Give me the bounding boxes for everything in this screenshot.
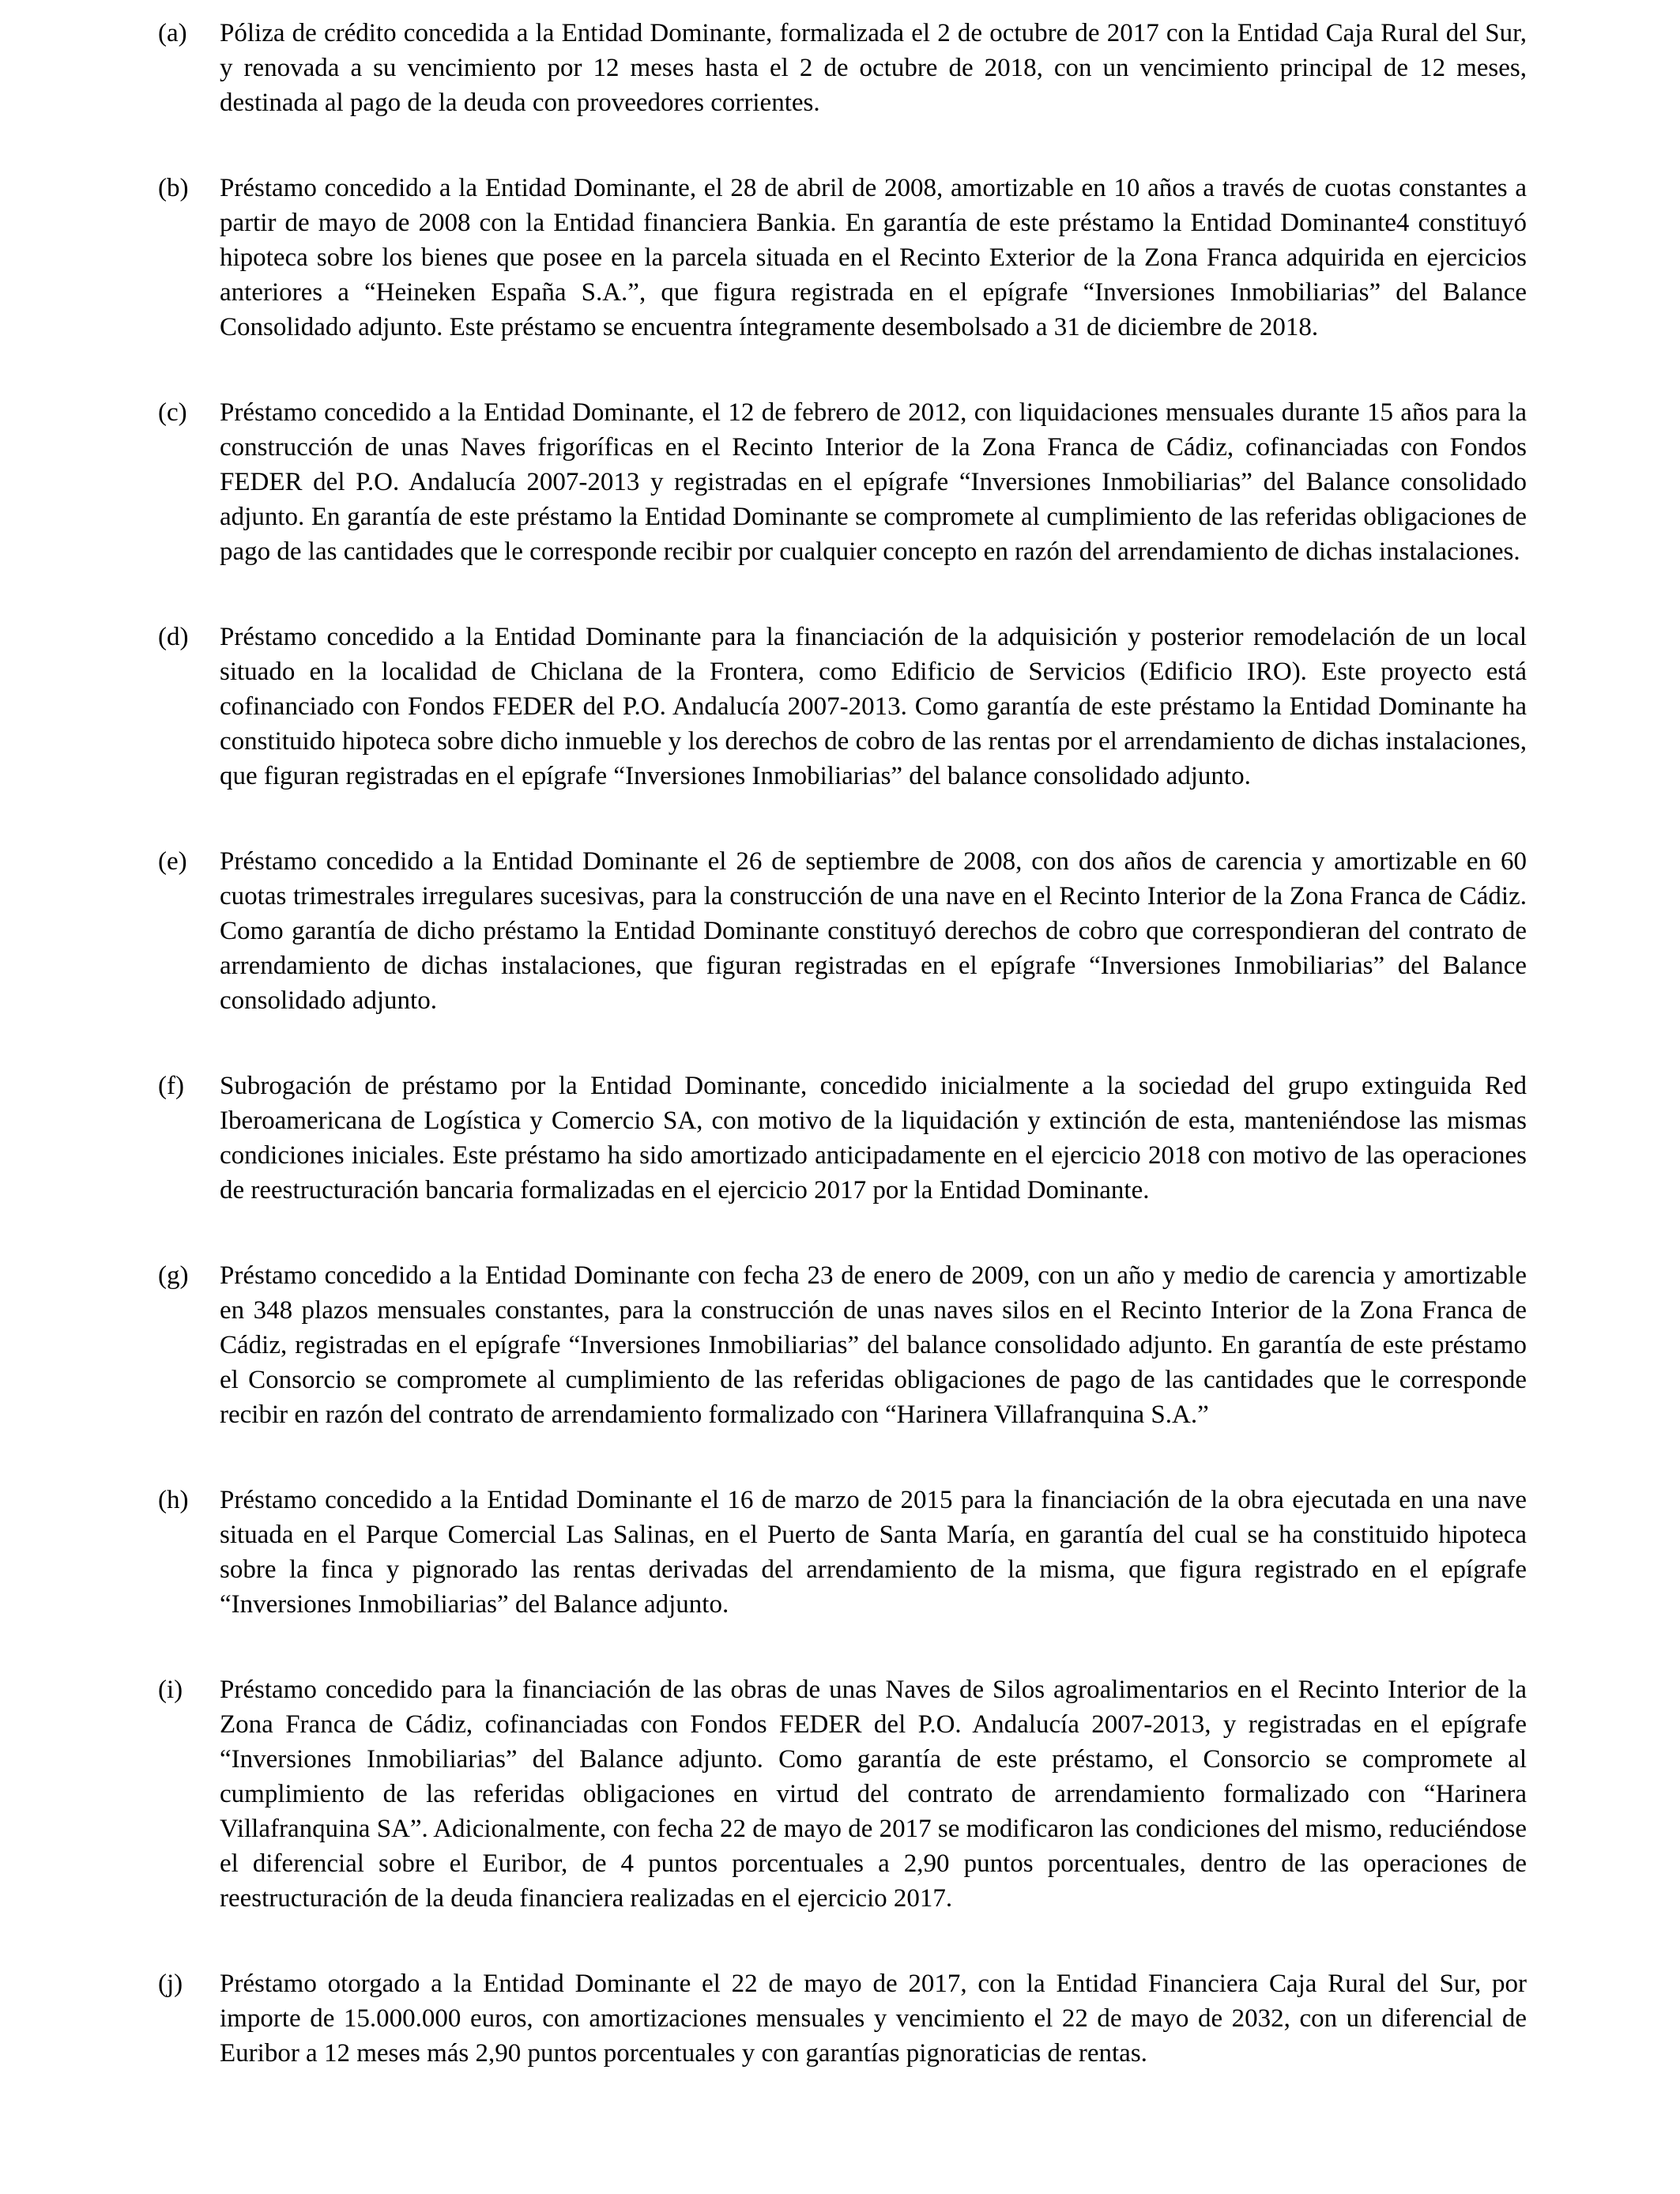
note-paragraph: Préstamo concedido a la Entidad Dominante con fecha 23 de enero de 2009, con un año y medio de carencia y amortizable en 348 plazos mensuales constantes, para la construcción de unas naves silos en el Recinto Interior de la Zona Franca de Cádiz, registradas en el epígrafe “Inversiones Inmobiliarias” del balance consolidado adjunto. En garantía de este préstamo el Consorcio se compromete al cumplimiento de las referidas obligaciones de pago de las cantidades que le corresponde recibir en razón del contrato de arrendamiento formalizado con “Harinera Villafranquina S.A.” bbox=[220, 1261, 1527, 1429]
note-item-c bbox=[158, 395, 1527, 569]
note-paragraph: Póliza de crédito concedida a la Entidad Dominante, formalizada el 2 de octubre de 2017 con la Entidad Caja Rural del Sur, y renovada a su vencimiento por 12 meses hasta el 2 de octubre de 2018, con un vencimiento principal de 12 meses, destinada al pago de la deuda con proveedores corrientes. bbox=[220, 19, 1527, 117]
note-marker: (a) bbox=[158, 19, 187, 47]
note-item-g bbox=[158, 1258, 1527, 1432]
note-item-b bbox=[158, 171, 1527, 345]
note-marker: (d) bbox=[158, 623, 189, 651]
note-marker: (b) bbox=[158, 174, 189, 202]
note-item-a bbox=[158, 16, 1527, 120]
loan-notes-list bbox=[158, 16, 1527, 2121]
note-item-i bbox=[158, 1672, 1527, 1916]
note-paragraph: Préstamo concedido para la financiación de las obras de unas Naves de Silos agroalimentarios en el Recinto Interior de la Zona Franca de Cádiz, cofinanciadas con Fondos FEDER del P.O. Andalucía 2007-2013, y registradas en el epígrafe “Inversiones Inmobiliarias” del Balance adjunto. Como garantía de este préstamo, el Consorcio se compromete al cumplimiento de las referidas obligaciones en virtud del contrato de arrendamiento formalizado con “Harinera Villafranquina SA”. Adicionalmente, con fecha 22 de mayo de 2017 se modificaron las condiciones del mismo, reduciéndose el diferencial sobre el Euribor, de 4 puntos porcentuales a 2,90 puntos porcentuales, dentro de las operaciones de reestructuración de la deuda financiera realizadas en el ejercicio 2017. bbox=[220, 1676, 1527, 1913]
note-paragraph: Préstamo otorgado a la Entidad Dominante el 22 de mayo de 2017, con la Entidad Financiera Caja Rural del Sur, por importe de 15.000.000 euros, con amortizaciones mensuales y vencimiento el 22 de mayo de 2032, con un diferencial de Euribor a 12 meses más 2,90 puntos porcentuales y con garantías pignoraticias de rentas. bbox=[220, 1970, 1527, 2068]
note-paragraph: Préstamo concedido a la Entidad Dominante el 16 de marzo de 2015 para la financiación de la obra ejecutada en una nave situada en el Parque Comercial Las Salinas, en el Puerto de Santa María, en garantía del cual se ha constituido hipoteca sobre la finca y pignorado las rentas derivadas del arrendamiento de la misma, que figura registrado en el epígrafe “Inversiones Inmobiliarias” del Balance adjunto. bbox=[220, 1486, 1527, 1619]
note-item-e bbox=[158, 844, 1527, 1018]
note-paragraph: Subrogación de préstamo por la Entidad Dominante, concedido inicialmente a la sociedad del grupo extinguida Red Iberoamericana de Logística y Comercio SA, con motivo de la liquidación y extinción de esta, manteniéndose las mismas condiciones iniciales. Este préstamo ha sido amortizado anticipadamente en el ejercicio 2018 con motivo de las operaciones de reestructuración bancaria formalizadas en el ejercicio 2017 por la Entidad Dominante. bbox=[220, 1072, 1527, 1204]
note-paragraph: Préstamo concedido a la Entidad Dominante, el 12 de febrero de 2012, con liquidaciones mensuales durante 15 años para la construcción de unas Naves frigoríficas en el Recinto Interior de la Zona Franca de Cádiz, cofinanciadas con Fondos FEDER del P.O. Andalucía 2007-2013 y registradas en el epígrafe “Inversiones Inmobiliarias” del Balance consolidado adjunto. En garantía de este préstamo la Entidad Dominante se compromete al cumplimiento de las referidas obligaciones de pago de las cantidades que le corresponde recibir por cualquier concepto en razón del arrendamiento de dichas instalaciones. bbox=[220, 398, 1527, 566]
note-marker: (j) bbox=[158, 1970, 183, 1998]
note-paragraph: Préstamo concedido a la Entidad Dominante, el 28 de abril de 2008, amortizable en 10 años a través de cuotas constantes a partir de mayo de 2008 con la Entidad financiera Bankia. En garantía de este préstamo la Entidad Dominante4 constituyó hipoteca sobre los bienes que posee en la parcela situada en el Recinto Exterior de la Zona Franca adquirida en ejercicios anteriores a “Heineken España S.A.”, que figura registrada en el epígrafe “Inversiones Inmobiliarias” del Balance Consolidado adjunto. Este préstamo se encuentra íntegramente desembolsado a 31 de diciembre de 2018. bbox=[220, 174, 1527, 341]
note-item-h bbox=[158, 1483, 1527, 1622]
note-marker: (c) bbox=[158, 398, 187, 427]
note-marker: (e) bbox=[158, 847, 187, 876]
note-item-f bbox=[158, 1069, 1527, 1208]
note-paragraph: Préstamo concedido a la Entidad Dominante el 26 de septiembre de 2008, con dos años de carencia y amortizable en 60 cuotas trimestrales irregulares sucesivas, para la construcción de una nave en el Recinto Interior de la Zona Franca de Cádiz. Como garantía de dicho préstamo la Entidad Dominante constituyó derechos de cobro que correspondieran del contrato de arrendamiento de dichas instalaciones, que figuran registradas en el epígrafe “Inversiones Inmobiliarias” del Balance consolidado adjunto. bbox=[220, 847, 1527, 1015]
note-marker: (h) bbox=[158, 1486, 189, 1514]
note-item-j bbox=[158, 1966, 1527, 2071]
note-item-d bbox=[158, 620, 1527, 794]
note-marker: (g) bbox=[158, 1261, 189, 1290]
note-marker: (f) bbox=[158, 1072, 184, 1100]
note-paragraph: Préstamo concedido a la Entidad Dominante para la financiación de la adquisición y posterior remodelación de un local situado en la localidad de Chiclana de la Frontera, como Edificio de Servicios (Edificio IRO). Este proyecto está cofinanciado con Fondos FEDER del P.O. Andalucía 2007-2013. Como garantía de este préstamo la Entidad Dominante ha constituido hipoteca sobre dicho inmueble y los derechos de cobro de las rentas por el arrendamiento de dichas instalaciones, que figuran registradas en el epígrafe “Inversiones Inmobiliarias” del balance consolidado adjunto. bbox=[220, 623, 1527, 790]
note-marker: (i) bbox=[158, 1676, 183, 1704]
